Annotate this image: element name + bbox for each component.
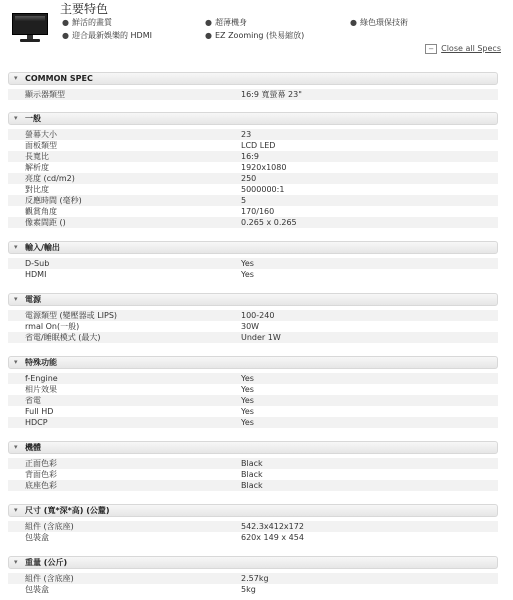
spec-label: 組件 (含底座) <box>25 574 74 583</box>
spec-section-title: 電源 <box>25 295 41 304</box>
spec-section-header[interactable] <box>8 356 498 369</box>
monitor-thumbnail <box>12 13 48 43</box>
spec-row <box>8 184 498 195</box>
spec-section-title: 尺寸 (寬*深*高) (公釐) <box>25 506 110 515</box>
feature-item: ● 超薄機身 <box>205 18 247 27</box>
spec-row <box>8 269 498 280</box>
spec-value: 170/160 <box>241 207 275 216</box>
feature-item: ● EZ Zooming (快易縮放) <box>205 31 305 40</box>
spec-section-header[interactable] <box>8 112 498 125</box>
spec-value: 23 <box>241 130 252 139</box>
bullet-icon: ● <box>62 31 69 40</box>
spec-value: 0.265 x 0.265 <box>241 218 297 227</box>
spec-row <box>8 395 498 406</box>
spec-row <box>8 584 498 595</box>
spec-value: LCD LED <box>241 141 276 150</box>
spec-section <box>8 112 498 228</box>
features-header <box>0 0 513 70</box>
spec-section-header[interactable] <box>8 441 498 454</box>
spec-section-title: 一般 <box>25 114 41 123</box>
spec-value: Yes <box>241 396 254 405</box>
spec-section-title: 輸入/輸出 <box>25 243 60 252</box>
spec-section <box>8 556 498 595</box>
spec-label: Full HD <box>25 407 54 416</box>
spec-row <box>8 458 498 469</box>
spec-section <box>8 241 498 280</box>
spec-value: Yes <box>241 385 254 394</box>
spec-row <box>8 469 498 480</box>
spec-label: 亮度 (cd/m2) <box>25 174 75 183</box>
spec-row <box>8 332 498 343</box>
collapse-icon: − <box>425 44 437 54</box>
spec-value: Yes <box>241 374 254 383</box>
spec-label: rmal On(一般) <box>25 322 80 331</box>
spec-row <box>8 206 498 217</box>
spec-label: 電源類型 (變壓器或 LIPS) <box>25 311 118 320</box>
spec-section <box>8 293 498 343</box>
spec-row <box>8 373 498 384</box>
spec-row <box>8 417 498 428</box>
collapse-arrow-icon: ▾ <box>14 74 18 82</box>
spec-value: 100-240 <box>241 311 275 320</box>
spec-value: 5 <box>241 196 247 205</box>
spec-value: 30W <box>241 322 260 331</box>
spec-value: Black <box>241 459 263 468</box>
spec-section-title: 重量 (公斤) <box>25 558 68 567</box>
spec-value: 2.57kg <box>241 574 269 583</box>
collapse-arrow-icon: ▾ <box>14 558 18 566</box>
spec-label: 正面色彩 <box>25 459 57 468</box>
spec-label: f-Engine <box>25 374 58 383</box>
spec-value: 5000000:1 <box>241 185 285 194</box>
spec-row <box>8 162 498 173</box>
collapse-arrow-icon: ▾ <box>14 295 18 303</box>
spec-row <box>8 217 498 228</box>
spec-row <box>8 129 498 140</box>
spec-value: 250 <box>241 174 257 183</box>
spec-section <box>8 72 498 100</box>
collapse-arrow-icon: ▾ <box>14 243 18 251</box>
spec-value: 5kg <box>241 585 256 594</box>
spec-label: 包裝盒 <box>25 533 49 542</box>
spec-label: 相片效果 <box>25 385 57 394</box>
spec-row <box>8 321 498 332</box>
spec-row <box>8 521 498 532</box>
spec-label: 顯示器類型 <box>25 90 65 99</box>
feature-item: ● 迎合最新娛樂的 HDMI <box>62 31 152 40</box>
spec-label: 解析度 <box>25 163 49 172</box>
bullet-icon: ● <box>350 18 357 27</box>
spec-section-title: 機體 <box>25 443 41 452</box>
spec-section <box>8 356 498 428</box>
close-all-specs-link[interactable]: − Close all Specs <box>425 44 501 54</box>
spec-value: 1920x1080 <box>241 163 287 172</box>
spec-value: 542.3x412x172 <box>241 522 304 531</box>
spec-row <box>8 480 498 491</box>
collapse-arrow-icon: ▾ <box>14 358 18 366</box>
spec-row <box>8 195 498 206</box>
collapse-arrow-icon: ▾ <box>14 506 18 514</box>
spec-value: 620x 149 x 454 <box>241 533 304 542</box>
spec-section-title: COMMON SPEC <box>25 74 93 83</box>
spec-row <box>8 384 498 395</box>
spec-label: 省電/睡眠模式 (最大) <box>25 333 101 342</box>
spec-row <box>8 89 498 100</box>
feature-item: ● 綠色環保技術 <box>350 18 408 27</box>
spec-label: 對比度 <box>25 185 49 194</box>
spec-section-header[interactable] <box>8 72 498 85</box>
spec-row <box>8 258 498 269</box>
spec-section-header[interactable] <box>8 504 498 517</box>
spec-value: Under 1W <box>241 333 281 342</box>
spec-label: HDMI <box>25 270 47 279</box>
spec-value: 16:9 寬螢幕 23" <box>241 90 302 99</box>
collapse-arrow-icon: ▾ <box>14 114 18 122</box>
spec-value: Yes <box>241 259 254 268</box>
bullet-icon: ● <box>205 18 212 27</box>
spec-label: HDCP <box>25 418 48 427</box>
spec-row <box>8 310 498 321</box>
spec-value: Black <box>241 470 263 479</box>
spec-label: 長寬比 <box>25 152 49 161</box>
bullet-icon: ● <box>205 31 212 40</box>
spec-row <box>8 173 498 184</box>
bullet-icon: ● <box>62 18 69 27</box>
spec-section-header[interactable] <box>8 241 498 254</box>
spec-label: 面板類型 <box>25 141 57 150</box>
spec-label: 像素間距 () <box>25 218 66 227</box>
spec-row <box>8 406 498 417</box>
spec-section <box>8 504 498 543</box>
spec-label: 螢幕大小 <box>25 130 57 139</box>
features-title: 主要特色 <box>60 2 109 16</box>
spec-section <box>8 441 498 491</box>
collapse-arrow-icon: ▾ <box>14 443 18 451</box>
spec-value: Yes <box>241 407 254 416</box>
spec-label: D-Sub <box>25 259 50 268</box>
spec-label: 反應時間 (毫秒) <box>25 196 82 205</box>
spec-label: 省電 <box>25 396 41 405</box>
spec-section-title: 特殊功能 <box>25 358 57 367</box>
spec-label: 觀賞角度 <box>25 207 57 216</box>
spec-row <box>8 140 498 151</box>
spec-row <box>8 573 498 584</box>
spec-label: 底座色彩 <box>25 481 57 490</box>
spec-row <box>8 532 498 543</box>
spec-label: 背面色彩 <box>25 470 57 479</box>
spec-row <box>8 151 498 162</box>
spec-value: Black <box>241 481 263 490</box>
spec-section-header[interactable] <box>8 293 498 306</box>
spec-value: Yes <box>241 270 254 279</box>
spec-label: 組件 (含底座) <box>25 522 74 531</box>
spec-value: 16:9 <box>241 152 259 161</box>
feature-item: ● 鮮活的畫質 <box>62 18 112 27</box>
spec-label: 包裝盒 <box>25 585 49 594</box>
spec-section-header[interactable] <box>8 556 498 569</box>
spec-value: Yes <box>241 418 254 427</box>
